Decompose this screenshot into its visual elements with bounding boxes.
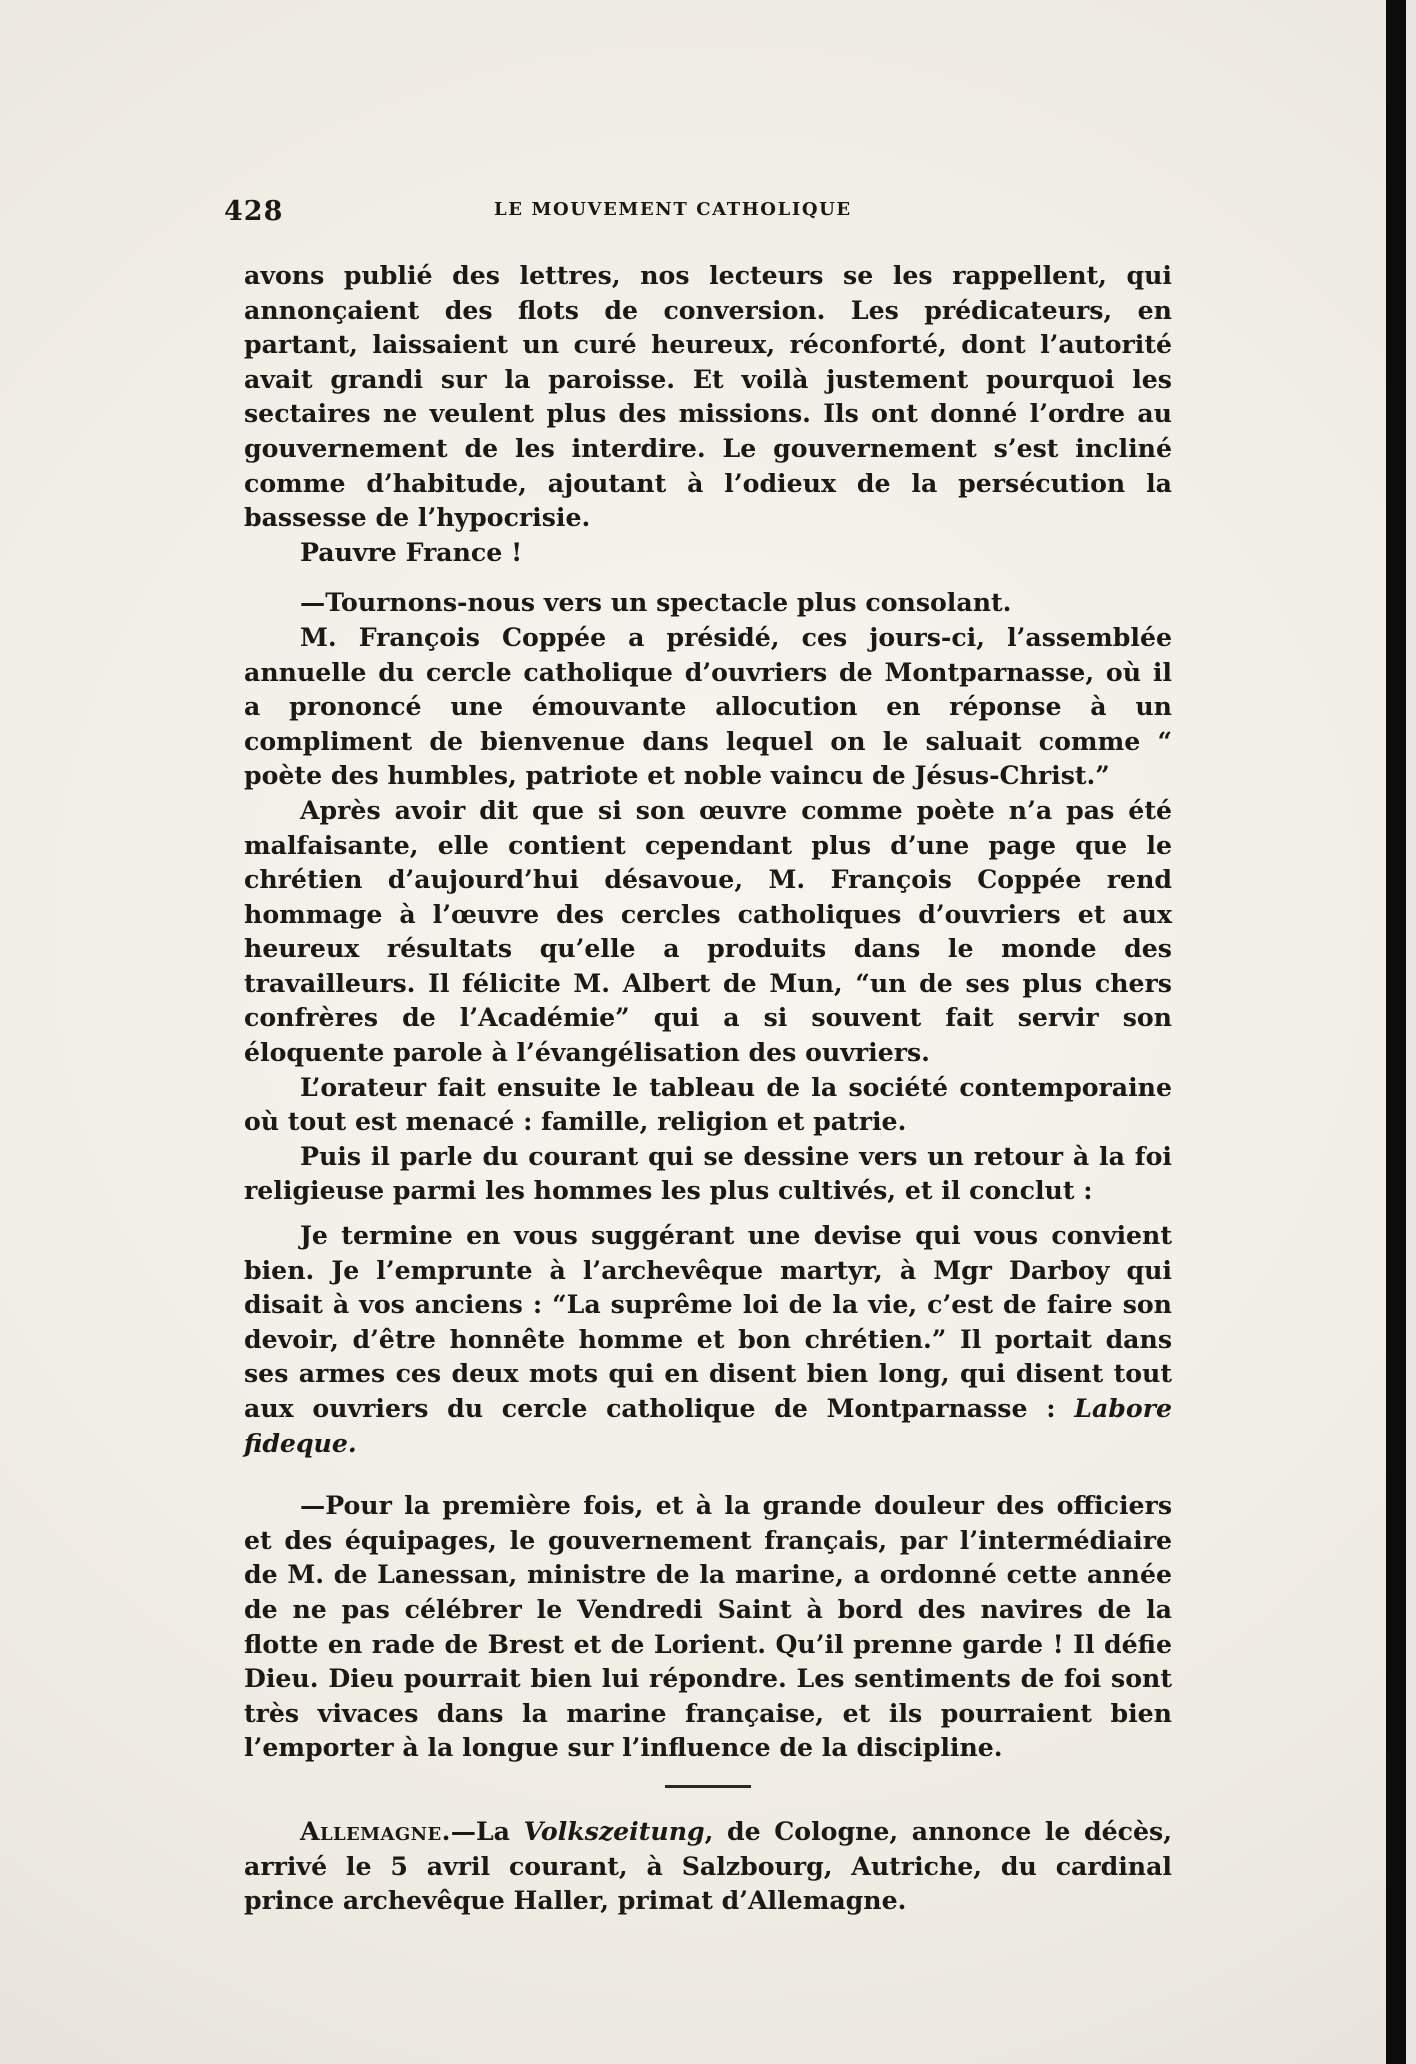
quote-text: Je termine en vous suggérant une devise qui vous convient bien. Je l’emprunte à l’archevêque martyr, à Mgr Darboy qui disait à vos anciens : “La suprême loi de la vie, c’est de faire son devoir, d’être honnête homme et bon chrétien.” Il portait dans ses armes ces deux mots qui en disent bien long, qui disent tout aux ouvriers du cercle catholique de Montparnasse : bbox=[244, 1220, 1172, 1423]
allemagne-text: , de Cologne, annonce le décès, arrivé le 5 avril courant, à Salzbourg, Autriche, du cardinal prince archevêque Haller, primat d’Allemagne. bbox=[244, 1815, 1172, 1916]
page-header bbox=[224, 196, 1184, 232]
quote-coppee bbox=[244, 1218, 1172, 1460]
newspaper-title: Volkszeitung bbox=[523, 1815, 705, 1846]
page-number: 428 bbox=[224, 196, 284, 227]
country-heading: Allemagne. bbox=[300, 1815, 451, 1846]
paragraph-missions: avons publié des lettres, nos lecteurs se les rappellent, qui annonçaient des flots de conversion. Les prédicateurs, en partant, laissaient un curé heureux, réconforté, dont l’autorité avait grandi sur la paroisse. Et voilà justement pourquoi les sectaires ne veulent plus des missions. Ils ont donné l’ordre au gouvernement de les interdire. Le gouvernement s’est incliné comme d’habitude, ajoutant à l’odieux de la persécution la bassesse de l’hypocrisie. bbox=[244, 260, 1172, 533]
paragraph-coppee-assembly: M. François Coppée a présidé, ces jours-ci, l’assemblée annuelle du cercle catholique d’ouvriers de Montparnasse, où il a prononcé une émouvante allocution en réponse à un compliment de bienvenue dans lequel on le saluait comme “ poète des humbles, patriote et noble vaincu de Jésus-Christ.” bbox=[244, 621, 1172, 791]
paragraph-allemagne bbox=[244, 1814, 1172, 1918]
section-divider bbox=[665, 1785, 751, 1788]
adjacent-page-edge bbox=[1406, 0, 1416, 2064]
running-title: LE MOUVEMENT CATHOLIQUE bbox=[494, 199, 852, 220]
article-body bbox=[244, 258, 1172, 1918]
paragraph-vendredi-saint: —Pour la première fois, et à la grande douleur des officiers et des équipages, le gouvernement français, par l’intermédiaire de M. de Lanessan, ministre de la marine, a ordonné cette année de ne pas célébrer le Vendredi Saint à bord des navires de la flotte en rade de Brest et de Lorient. Qu’il prenne garde ! Il défie Dieu. Dieu pourrait bien lui répondre. Les sentiments de foi sont très vivaces dans la marine française, et ils pourraient bien l’emporter à la longue sur l’influence de la discipline. bbox=[244, 1490, 1172, 1763]
paragraph-coppee-hommage: Après avoir dit que si son œuvre comme poète n’a pas été malfaisante, elle contient cependant plus d’une page que le chrétien d’aujourd’hui désavoue, M. François Coppée rend hommage à l’œuvre des cercles catholiques d’ouvriers et aux heureux résultats qu’elle a produits dans le monde des travailleurs. Il félicite M. Albert de Mun, “un de ses plus chers confrères de l’Académie” qui a si souvent fait servir son éloquente parole à l’évangélisation des ouvriers. bbox=[244, 794, 1172, 1068]
dash-la: —La bbox=[450, 1815, 524, 1846]
quote-motto: Labore fideque. bbox=[244, 1393, 1172, 1458]
paragraph-pauvre-france: Pauvre France ! bbox=[300, 536, 523, 567]
paragraph-orateur: L’orateur fait ensuite le tableau de la société contemporaine où tout est menacé : famille, religion et patrie. bbox=[244, 1071, 1172, 1137]
binding-shadow bbox=[1386, 0, 1406, 2064]
paragraph-spectacle: —Tournons-nous vers un spectacle plus consolant. bbox=[300, 587, 1012, 618]
paragraph-courant: Puis il parle du courant qui se dessine vers un retour à la foi religieuse parmi les hommes les plus cultivés, et il conclut : bbox=[244, 1140, 1172, 1206]
